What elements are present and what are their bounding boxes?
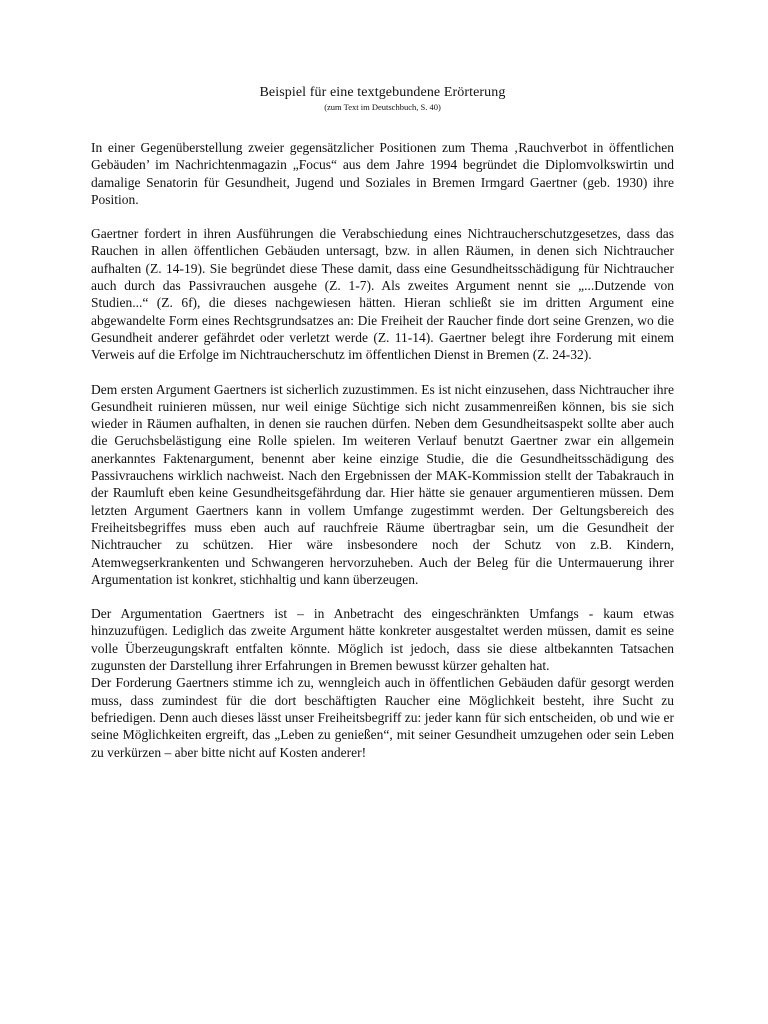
document-subtitle: (zum Text im Deutschbuch, S. 40)	[324, 102, 441, 112]
paragraph-summary: Gaertner fordert in ihren Ausführungen die Verabschiedung eines Nichtraucherschutzgesetzes, dass das Rauchen in allen öffentlichen Gebäuden untersagt, bzw. in allen Räumen, in denen sich Nichtraucher aufhalten (Z. 14-19). Sie begründet diese These damit, dass eine Gesundheitsschädigung für Nichtraucher auch durch das Passivrauchen ausgehe (Z. 1-7). Als zweites Argument nennt sie „...Dutzende von Studien...“ (Z. 6f), die dieses nachgewiesen hätten. Hieran schließt sie im dritten Argument eine abgewandelte Form eines Rechtsgrundsatzes an: Die Freiheit der Raucher finde dort seine Grenzen, wo die Gesundheit anderer gefährdet oder verletzt werde (Z. 11-14). Gaertner belegt ihre Forderung mit einem Verweis auf die Erfolge im Nichtraucherschutz im öffentlichen Dienst in Bremen (Z. 24-32).	[91, 226, 674, 363]
paragraph-introduction: In einer Gegenüberstellung zweier gegensätzlicher Positionen zum Thema ‚Rauchverbot in öffentlichen Gebäuden’ im Nachrichtenmagazin „Focus“ aus dem Jahre 1994 begründet die Diplomvolkswirtin und damalige Senatorin für Gesundheit, Jugend und Soziales in Bremen Irmgard Gaertner (geb. 1930) ihre Position.	[91, 140, 674, 207]
paragraph-conclusion: Der Argumentation Gaertners ist – in Anbetracht des eingeschränkten Umfangs - kaum etwas hinzuzufügen. Lediglich das zweite Argument hätte konkreter ausgestaltet werden müssen, damit es seine volle Überzeugungskraft entfalten könnte. Möglich ist jedoch, dass sie diese altbekannten Tatsachen zugunsten der Darstellung ihrer Erfahrungen in Bremen bewusst kürzer gehalten hat.	[91, 606, 674, 674]
paragraph-personal-opinion: Der Forderung Gaertners stimme ich zu, wenngleich auch in öffentlichen Gebäuden dafür gesorgt werden muss, dass zumindest für die dort beschäftigten Raucher eine Möglichkeit besteht, ihre Sucht zu befriedigen. Denn auch dieses lässt unser Freiheitsbegriff zu: jeder kann für sich entscheiden, ob und wie er seine Möglichkeiten ergreift, das „Leben zu genießen“, mit seiner Gesundheit umzugehen oder sein Leben zu verkürzen – aber bitte nicht auf Kosten anderer!	[91, 675, 674, 760]
document-title: Beispiel für eine textgebundene Erörterung	[259, 85, 506, 100]
paragraph-evaluation: Dem ersten Argument Gaertners ist sicherlich zuzustimmen. Es ist nicht einzusehen, dass Nichtraucher ihre Gesundheit ruinieren müssen, nur weil einige Süchtige sich nicht zusammenreißen können, bis sie sich wieder in Räumen aufhalten, in denen sie rauchen dürfen. Neben dem Gesundheitsaspekt sollte aber auch die Geruchsbelästigung eine Rolle spielen. Im weiteren Verlauf benutzt Gaertner zwar ein allgemein anerkanntes Faktenargument, benennt aber keine einzige Studie, die die Gesundheitsschädigung des Passivrauchens wirklich nachweist. Nach den Ergebnissen der MAK-Kommission stellt der Tabakrauch in der Raumluft eben keine Gesundheitsgefährdung dar. Hier hätte sie genauer argumentieren müssen. Dem letzten Argument Gaertners kann in vollem Umfange zugestimmt werden. Der Geltungsbereich des Freiheitsbegriffes muss eben auch auf rauchfreie Räume übertragbar sein, um die Gesundheit der Nichtraucher zu schützen. Hier wäre insbesondere noch der Schutz von z.B. Kindern, Atemwegserkrankenten und Schwangeren hervorzuheben. Auch der Beleg für die Untermauerung ihrer Argumentation ist konkret, stichhaltig und kann überzeugen.	[91, 381, 674, 587]
